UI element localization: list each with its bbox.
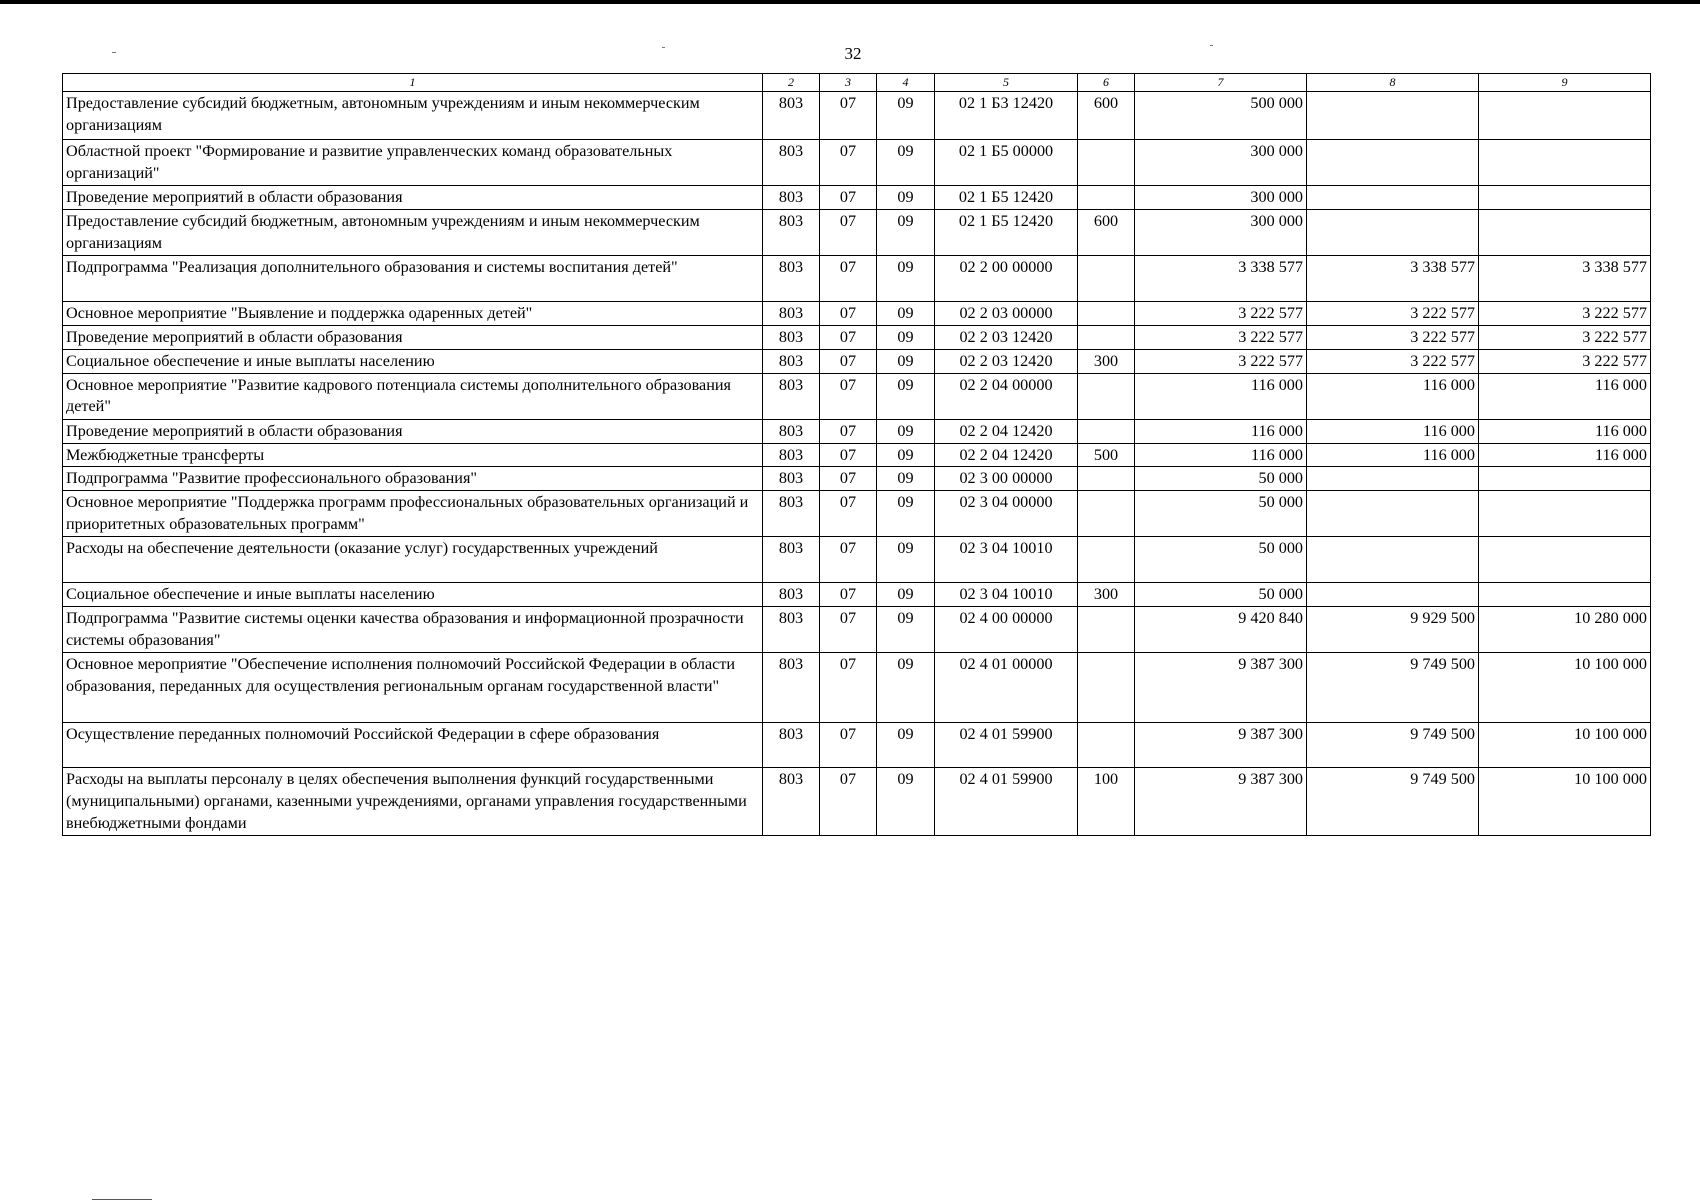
expense-type-cell — [1078, 607, 1135, 653]
amount-year1-cell: 50 000 — [1135, 467, 1307, 491]
amount-year1-cell: 50 000 — [1135, 583, 1307, 607]
target-article-cell: 02 1 Б5 12420 — [935, 209, 1078, 255]
amount-year1-cell: 9 387 300 — [1135, 768, 1307, 836]
amount-year2-cell: 3 222 577 — [1307, 349, 1479, 373]
ministry-code-cell: 803 — [763, 92, 820, 140]
section-cell: 07 — [820, 186, 877, 210]
amount-year2-cell: 116 000 — [1307, 443, 1479, 467]
amount-year2-cell — [1307, 467, 1479, 491]
amount-year3-cell: 3 222 577 — [1479, 301, 1651, 325]
table-row — [63, 373, 1651, 419]
subsection-cell: 09 — [877, 443, 935, 467]
subsection-cell: 09 — [877, 140, 935, 186]
section-cell: 07 — [820, 537, 877, 583]
target-article-cell: 02 2 03 12420 — [935, 349, 1078, 373]
ministry-code-cell: 803 — [763, 443, 820, 467]
expense-type-cell: 600 — [1078, 209, 1135, 255]
target-article-cell: 02 3 04 10010 — [935, 537, 1078, 583]
ministry-code-cell: 803 — [763, 209, 820, 255]
amount-year1-cell: 50 000 — [1135, 491, 1307, 537]
row-name-cell: Социальное обеспечение и иные выплаты населению — [63, 583, 763, 607]
row-name-cell: Основное мероприятие "Выявление и поддержка одаренных детей" — [63, 301, 763, 325]
expense-type-cell — [1078, 537, 1135, 583]
amount-year3-cell — [1479, 186, 1651, 210]
table-row — [63, 255, 1651, 301]
row-name-cell: Областной проект "Формирование и развитие управленческих команд образовательных организаций" — [63, 140, 763, 186]
subsection-cell: 09 — [877, 325, 935, 349]
table-row — [63, 209, 1651, 255]
table-row — [63, 607, 1651, 653]
section-cell: 07 — [820, 349, 877, 373]
page-top-border — [0, 0, 1700, 4]
row-name-cell: Основное мероприятие "Поддержка программ профессиональных образовательных организаций и приоритетных образовательных программ" — [63, 491, 763, 537]
amount-year3-cell: 3 338 577 — [1479, 255, 1651, 301]
subsection-cell: 09 — [877, 653, 935, 723]
expense-type-cell — [1078, 373, 1135, 419]
table-row — [63, 491, 1651, 537]
target-article-cell: 02 4 01 00000 — [935, 653, 1078, 723]
subsection-cell: 09 — [877, 186, 935, 210]
section-cell: 07 — [820, 723, 877, 768]
amount-year3-cell — [1479, 583, 1651, 607]
budget-table — [62, 73, 1651, 836]
column-header-5: 5 — [935, 74, 1078, 92]
amount-year2-cell: 9 749 500 — [1307, 723, 1479, 768]
table-body — [63, 92, 1651, 836]
amount-year2-cell: 3 338 577 — [1307, 255, 1479, 301]
expense-type-cell: 300 — [1078, 349, 1135, 373]
amount-year1-cell: 116 000 — [1135, 419, 1307, 443]
amount-year1-cell: 300 000 — [1135, 140, 1307, 186]
expense-type-cell: 500 — [1078, 443, 1135, 467]
subsection-cell: 09 — [877, 583, 935, 607]
amount-year1-cell: 500 000 — [1135, 92, 1307, 140]
amount-year1-cell: 3 222 577 — [1135, 301, 1307, 325]
amount-year3-cell — [1479, 92, 1651, 140]
target-article-cell: 02 3 04 00000 — [935, 491, 1078, 537]
target-article-cell: 02 4 01 59900 — [935, 768, 1078, 836]
amount-year3-cell: 116 000 — [1479, 419, 1651, 443]
ministry-code-cell: 803 — [763, 537, 820, 583]
expense-type-cell — [1078, 723, 1135, 768]
amount-year3-cell: 116 000 — [1479, 373, 1651, 419]
ministry-code-cell: 803 — [763, 653, 820, 723]
amount-year2-cell: 9 929 500 — [1307, 607, 1479, 653]
amount-year3-cell: 3 222 577 — [1479, 325, 1651, 349]
row-name-cell: Подпрограмма "Реализация дополнительного образования и системы воспитания детей" — [63, 255, 763, 301]
column-header-3: 3 — [820, 74, 877, 92]
amount-year1-cell: 116 000 — [1135, 443, 1307, 467]
ministry-code-cell: 803 — [763, 325, 820, 349]
target-article-cell: 02 4 00 00000 — [935, 607, 1078, 653]
row-name-cell: Основное мероприятие "Развитие кадрового потенциала системы дополнительного образования детей" — [63, 373, 763, 419]
table-row — [63, 768, 1651, 836]
row-name-cell: Проведение мероприятий в области образования — [63, 419, 763, 443]
amount-year3-cell — [1479, 537, 1651, 583]
table-row — [63, 349, 1651, 373]
subsection-cell: 09 — [877, 419, 935, 443]
amount-year2-cell: 116 000 — [1307, 373, 1479, 419]
subsection-cell: 09 — [877, 537, 935, 583]
page-number — [0, 44, 1700, 64]
target-article-cell: 02 1 Б5 00000 — [935, 140, 1078, 186]
table-row — [63, 325, 1651, 349]
amount-year1-cell: 50 000 — [1135, 537, 1307, 583]
subsection-cell: 09 — [877, 349, 935, 373]
section-cell: 07 — [820, 443, 877, 467]
target-article-cell: 02 2 04 12420 — [935, 443, 1078, 467]
ministry-code-cell: 803 — [763, 349, 820, 373]
amount-year1-cell: 116 000 — [1135, 373, 1307, 419]
row-name-cell: Расходы на выплаты персоналу в целях обеспечения выполнения функций государственными (муниципальными) органами, казенными учреждениями, органами управления государственными внебюджетными фондами — [63, 768, 763, 836]
amount-year1-cell: 3 338 577 — [1135, 255, 1307, 301]
ministry-code-cell: 803 — [763, 491, 820, 537]
amount-year2-cell — [1307, 537, 1479, 583]
target-article-cell: 02 1 Б3 12420 — [935, 92, 1078, 140]
amount-year2-cell — [1307, 583, 1479, 607]
row-name-cell: Социальное обеспечение и иные выплаты населению — [63, 349, 763, 373]
amount-year1-cell: 300 000 — [1135, 186, 1307, 210]
expense-type-cell — [1078, 419, 1135, 443]
section-cell: 07 — [820, 325, 877, 349]
row-name-cell: Предоставление субсидий бюджетным, автономным учреждениям и иным некоммерческим организациям — [63, 92, 763, 140]
section-cell: 07 — [820, 255, 877, 301]
subsection-cell: 09 — [877, 491, 935, 537]
amount-year3-cell: 10 100 000 — [1479, 768, 1651, 836]
section-cell: 07 — [820, 301, 877, 325]
column-header-2: 2 — [763, 74, 820, 92]
ministry-code-cell: 803 — [763, 607, 820, 653]
table-row — [63, 419, 1651, 443]
expense-type-cell — [1078, 186, 1135, 210]
page-number-text: 32 — [844, 44, 862, 63]
row-name-cell: Проведение мероприятий в области образования — [63, 186, 763, 210]
section-cell: 07 — [820, 209, 877, 255]
ministry-code-cell: 803 — [763, 723, 820, 768]
row-name-cell: Подпрограмма "Развитие системы оценки качества образования и информационной прозрачности системы образования" — [63, 607, 763, 653]
target-article-cell: 02 4 01 59900 — [935, 723, 1078, 768]
subsection-cell: 09 — [877, 607, 935, 653]
row-name-cell: Подпрограмма "Развитие профессионального образования" — [63, 467, 763, 491]
expense-type-cell — [1078, 653, 1135, 723]
ministry-code-cell: 803 — [763, 140, 820, 186]
table-row — [63, 186, 1651, 210]
table-row — [63, 537, 1651, 583]
amount-year2-cell — [1307, 140, 1479, 186]
expense-type-cell — [1078, 467, 1135, 491]
section-cell: 07 — [820, 583, 877, 607]
section-cell: 07 — [820, 92, 877, 140]
amount-year1-cell: 3 222 577 — [1135, 325, 1307, 349]
amount-year1-cell: 300 000 — [1135, 209, 1307, 255]
table-row — [63, 583, 1651, 607]
amount-year3-cell: 10 100 000 — [1479, 723, 1651, 768]
column-header-4: 4 — [877, 74, 935, 92]
subsection-cell: 09 — [877, 255, 935, 301]
amount-year2-cell — [1307, 92, 1479, 140]
row-name-cell: Основное мероприятие "Обеспечение исполнения полномочий Российской Федерации в области образования, переданных для осуществления региональным органам государственной власти" — [63, 653, 763, 723]
column-header-1: 1 — [63, 74, 763, 92]
amount-year2-cell — [1307, 186, 1479, 210]
target-article-cell: 02 3 04 10010 — [935, 583, 1078, 607]
table-row — [63, 301, 1651, 325]
section-cell: 07 — [820, 607, 877, 653]
section-cell: 07 — [820, 467, 877, 491]
row-name-cell: Проведение мероприятий в области образования — [63, 325, 763, 349]
table-row — [63, 443, 1651, 467]
amount-year2-cell — [1307, 491, 1479, 537]
target-article-cell: 02 2 03 00000 — [935, 301, 1078, 325]
table-row — [63, 653, 1651, 723]
amount-year3-cell — [1479, 467, 1651, 491]
table-header-row — [63, 74, 1651, 92]
expense-type-cell — [1078, 255, 1135, 301]
ministry-code-cell: 803 — [763, 301, 820, 325]
row-name-cell: Межбюджетные трансферты — [63, 443, 763, 467]
column-header-7: 7 — [1135, 74, 1307, 92]
subsection-cell: 09 — [877, 92, 935, 140]
expense-type-cell — [1078, 140, 1135, 186]
target-article-cell: 02 2 03 12420 — [935, 325, 1078, 349]
target-article-cell: 02 2 04 12420 — [935, 419, 1078, 443]
ministry-code-cell: 803 — [763, 186, 820, 210]
row-name-cell: Расходы на обеспечение деятельности (оказание услуг) государственных учреждений — [63, 537, 763, 583]
column-header-9: 9 — [1479, 74, 1651, 92]
section-cell: 07 — [820, 768, 877, 836]
amount-year3-cell: 10 100 000 — [1479, 653, 1651, 723]
target-article-cell: 02 2 00 00000 — [935, 255, 1078, 301]
table-row — [63, 723, 1651, 768]
ministry-code-cell: 803 — [763, 467, 820, 491]
amount-year1-cell: 9 387 300 — [1135, 653, 1307, 723]
section-cell: 07 — [820, 373, 877, 419]
ministry-code-cell: 803 — [763, 583, 820, 607]
target-article-cell: 02 1 Б5 12420 — [935, 186, 1078, 210]
table-row — [63, 92, 1651, 140]
expense-type-cell: 600 — [1078, 92, 1135, 140]
amount-year2-cell: 3 222 577 — [1307, 301, 1479, 325]
expense-type-cell: 100 — [1078, 768, 1135, 836]
row-name-cell: Осуществление переданных полномочий Российской Федерации в сфере образования — [63, 723, 763, 768]
amount-year1-cell: 9 420 840 — [1135, 607, 1307, 653]
expense-type-cell — [1078, 301, 1135, 325]
expense-type-cell — [1078, 325, 1135, 349]
amount-year2-cell: 9 749 500 — [1307, 768, 1479, 836]
subsection-cell: 09 — [877, 209, 935, 255]
amount-year2-cell: 116 000 — [1307, 419, 1479, 443]
ministry-code-cell: 803 — [763, 255, 820, 301]
subsection-cell: 09 — [877, 301, 935, 325]
subsection-cell: 09 — [877, 768, 935, 836]
subsection-cell: 09 — [877, 467, 935, 491]
section-cell: 07 — [820, 653, 877, 723]
table-row — [63, 140, 1651, 186]
amount-year2-cell — [1307, 209, 1479, 255]
amount-year3-cell: 10 280 000 — [1479, 607, 1651, 653]
amount-year3-cell — [1479, 140, 1651, 186]
expense-type-cell: 300 — [1078, 583, 1135, 607]
column-header-6: 6 — [1078, 74, 1135, 92]
table-row — [63, 467, 1651, 491]
row-name-cell: Предоставление субсидий бюджетным, автономным учреждениям и иным некоммерческим организациям — [63, 209, 763, 255]
column-header-8: 8 — [1307, 74, 1479, 92]
target-article-cell: 02 2 04 00000 — [935, 373, 1078, 419]
ministry-code-cell: 803 — [763, 768, 820, 836]
target-article-cell: 02 3 00 00000 — [935, 467, 1078, 491]
ministry-code-cell: 803 — [763, 419, 820, 443]
expense-type-cell — [1078, 491, 1135, 537]
amount-year1-cell: 9 387 300 — [1135, 723, 1307, 768]
amount-year3-cell — [1479, 209, 1651, 255]
section-cell: 07 — [820, 140, 877, 186]
ministry-code-cell: 803 — [763, 373, 820, 419]
section-cell: 07 — [820, 491, 877, 537]
amount-year2-cell: 9 749 500 — [1307, 653, 1479, 723]
amount-year3-cell: 3 222 577 — [1479, 349, 1651, 373]
amount-year3-cell — [1479, 491, 1651, 537]
amount-year3-cell: 116 000 — [1479, 443, 1651, 467]
subsection-cell: 09 — [877, 373, 935, 419]
section-cell: 07 — [820, 419, 877, 443]
amount-year1-cell: 3 222 577 — [1135, 349, 1307, 373]
amount-year2-cell: 3 222 577 — [1307, 325, 1479, 349]
subsection-cell: 09 — [877, 723, 935, 768]
